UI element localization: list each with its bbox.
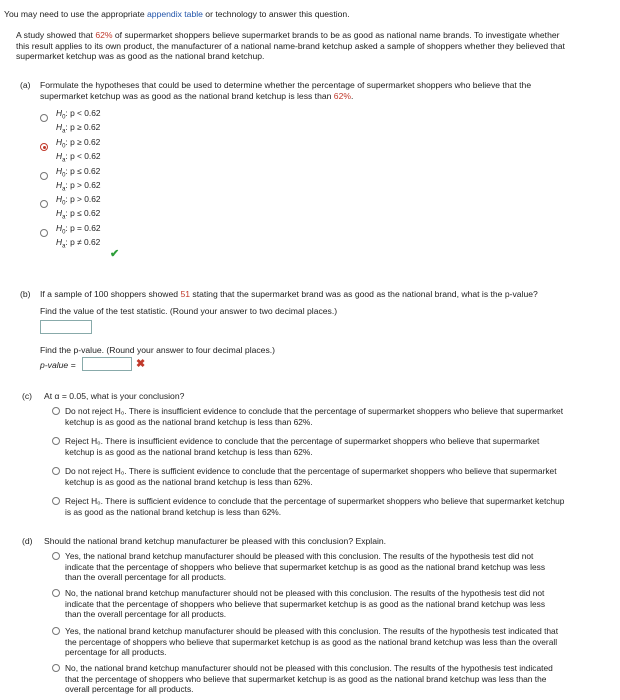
pvalue-prompt: Find the p-value. (Round your answer to four decimal places.)	[40, 345, 276, 355]
radio-button[interactable]	[52, 467, 60, 475]
part-c-label: (c)	[22, 391, 33, 401]
part-c-question: At α = 0.05, what is your conclusion?	[44, 391, 185, 401]
part-b-label: (b)	[20, 289, 31, 299]
radio-button[interactable]	[52, 664, 60, 672]
correct-check-icon: ✔	[110, 248, 120, 260]
notice: You may need to use the appropriate appendix table or technology to answer this question.	[4, 9, 350, 19]
part-b-question: If a sample of 100 shoppers showed 51 stating that the supermarket brand was as good as the national brand, what is the p-value?	[40, 289, 538, 299]
test-statistic-input[interactable]	[40, 320, 92, 334]
radio-button[interactable]	[52, 627, 60, 635]
part-a-label: (a)	[20, 80, 31, 90]
radio-button-selected[interactable]	[40, 143, 48, 151]
radio-button[interactable]	[52, 552, 60, 560]
question-page: You may need to use the appropriate appendix table or technology to answer this question. A study showed that 62% of supermarket shoppers believe supermarket brands to be as good as national name brands. To investigate whether this result applies to its own product, the manufacturer of a national name-brand ketchup asked a sample of shoppers whether they believed that supermarket ketchup was as good as the national brand ketchup. (a) Formulate the hypotheses that could be used to determine whether the percentage of supermarket shoppers who believe that the supermarket ketchup was as good as the national brand ketchup is less than 62%. $H_0$: p < 0.62 $H_a$: p ≥ 0.62 $H_0$: p ≥ 0.62 $H_a$: p < 0.62 $H_0$: p ≤ 0.62 $H_a$: p > 0.62 $H_0$: p > 0.62 $H_a$: p ≤ 0.62 $H_0$: p = 0.62 $H_a$: p ≠ 0.62 ✔ (b) If a sample of 100 shoppers showed 51 stating that the supermarket brand was as good as the national brand, what is the p-value? Find the value of the test statistic. (Round your answer to two decimal places.) Find the p-value. (Round your answer to four decimal places.) p-value = ✖ (c) At α = 0.05, what is your conclusion? Do not reject H₀. There is insufficient evidence to conclude that the percentage of supermarket shoppers who believe that supermarket ketchup is as good as the national brand ketchup is less than 62%. Reject H₀. There is insufficient evidence to conclude that the percentage of supermarket shoppers who believe that supermarket ketchup is as good as the national brand ketchup is less than 62%. Do not reject H₀. There is sufficient evidence to conclude that the percentage of supermarket shoppers who believe that supermarket ketchup is as good as the national brand ketchup is less than 62%. Reject H₀. There is sufficient evidence to conclude that the percentage of supermarket shoppers who believe that supermarket ketchup is as good as the national brand ketchup is less than 62%. (d) Should the national brand ketchup manufacturer be pleased with this conclusion? Explain. Yes, the national brand ketchup manufacturer should be pleased with this conclusion. The results of the hypothesis test did not indicate that the percentage of shoppers who believe that supermarket ketchup is as good as the national brand ketchup was less than the overall percentage for all products. No, the national brand ketchup manufacturer should not be pleased with this conclusion. The results of the hypothesis test did not indicate that the percentage of shoppers who believe that supermarket ketchup is as good as the national brand ketchup was less than the overall percentage for all products. Yes, the national brand ketchup manufacturer should be pleased with this conclusion. The results of the hypothesis test indicated that the percentage of shoppers who believe that supermarket ketchup is as good as the national brand ketchup was less than the overall percentage for all products. No, the national brand ketchup manufacturer should not be pleased with this conclusion. The results of the hypothesis test indicated that the percentage of shoppers who believe that supermarket ketchup is as good as the national brand ketchup was less than the overall percentage for all products.	[0, 0, 620, 700]
incorrect-x-icon: ✖	[136, 358, 146, 370]
radio-button[interactable]	[52, 497, 60, 505]
part-a-question: Formulate the hypotheses that could be used to determine whether the percentage of supermarket shoppers who believe that the supermarket ketchup was as good as the national brand ketchup is less than 62%.	[40, 80, 532, 101]
radio-button[interactable]	[52, 589, 60, 597]
pvalue-input[interactable]	[82, 357, 132, 371]
pvalue-label: p-value =	[40, 360, 76, 370]
radio-button[interactable]	[40, 200, 48, 208]
radio-button[interactable]	[52, 437, 60, 445]
test-stat-prompt: Find the value of the test statistic. (Round your answer to two decimal places.)	[40, 306, 338, 316]
appendix-link[interactable]: appendix table	[147, 9, 203, 19]
part-d-question: Should the national brand ketchup manufacturer be pleased with this conclusion? Explain.	[44, 536, 387, 546]
radio-button[interactable]	[40, 229, 48, 237]
part-d-label: (d)	[22, 536, 33, 546]
radio-button[interactable]	[40, 114, 48, 122]
radio-button[interactable]	[52, 407, 60, 415]
radio-button[interactable]	[40, 172, 48, 180]
intro-paragraph: A study showed that 62% of supermarket shoppers believe supermarket brands to be as good as national name brands. To investigate whether this result applies to its own product, the manufacturer of a national name-brand ketchup asked a sample of shoppers whether they believed that supermarket ketchup was as good as the national brand ketchup.	[16, 30, 565, 62]
